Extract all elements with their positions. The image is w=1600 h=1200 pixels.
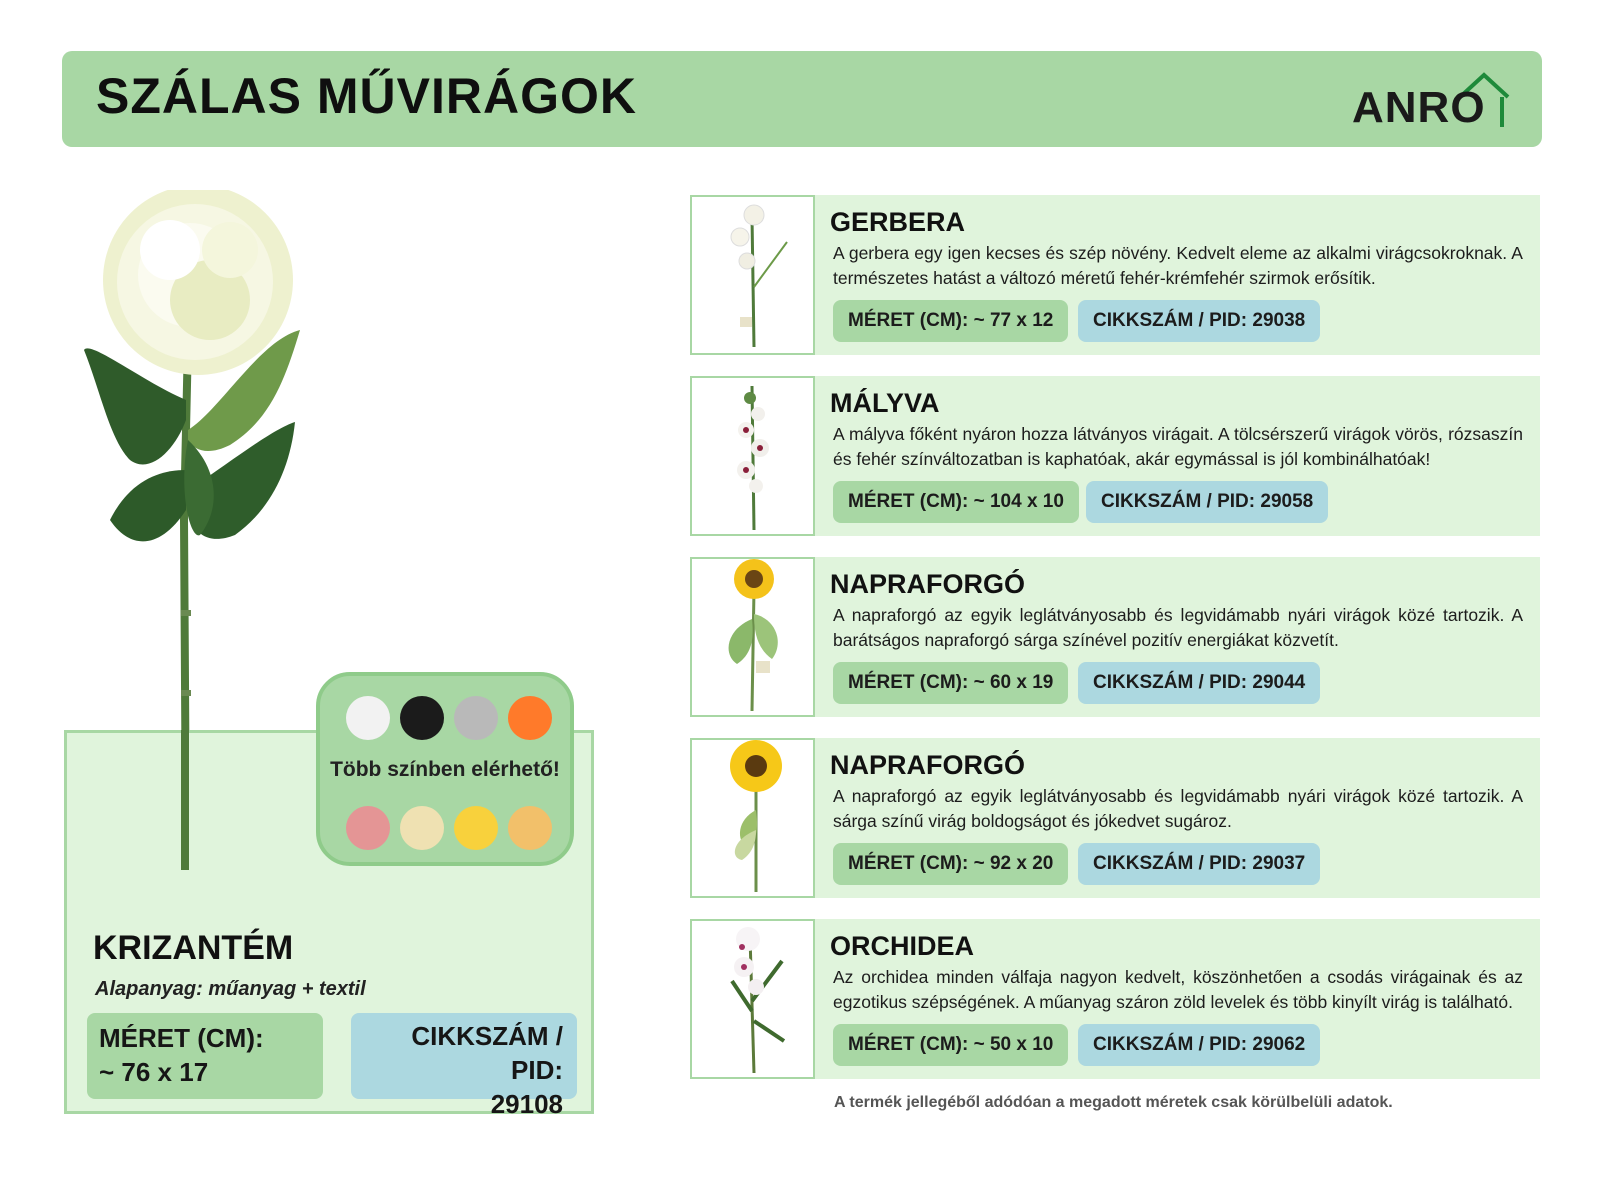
product-thumbnail [690,195,815,355]
product-row [690,557,1540,717]
color-swatch [346,806,390,850]
product-row [690,195,1540,355]
product-thumbnail [690,376,815,536]
pid-badge: CIKKSZÁM / PID: 29038 [1078,300,1320,342]
anro-logo [1352,67,1512,133]
product-name: NAPRAFORGÓ [830,750,1025,780]
product-thumbnail [690,557,815,717]
color-swatch [454,696,498,740]
size-badge: MÉRET (CM): ~ 60 x 19 [833,662,1068,704]
main-pid-value: 29108 [490,1089,563,1119]
main-size-badge [87,1013,323,1099]
pid-badge: CIKKSZÁM / PID: 29044 [1078,662,1320,704]
color-swatch [400,806,444,850]
header-banner [62,51,1542,147]
sunflower-image [692,740,813,896]
logo-text: ANRO [1352,83,1486,132]
product-description: Az orchidea minden válfaja nagyon kedvelt, köszönhetően a csodás virágainak és az egzotikus szépségének. A műanyag száron zöld levelek és több kinyílt virág is található. [833,967,1523,1012]
color-swatch [508,806,552,850]
product-description: A gerbera egy igen kecses és szép növény. Kedvelt eleme az alkalmi virágcsokroknak. A természetes hatást a változó méretű fehér-krémfehér szirmok erősítik. [833,243,1523,288]
color-options-text: Több színben elérhető! [330,758,560,781]
size-badge: MÉRET (CM): ~ 77 x 12 [833,300,1068,342]
product-name: MÁLYVA [830,388,940,418]
pid-badge: CIKKSZÁM / PID: 29058 [1086,481,1328,523]
main-pid-badge [351,1013,577,1119]
product-name: NAPRAFORGÓ [830,569,1025,599]
color-swatch [346,696,390,740]
color-swatch [508,696,552,740]
size-badge: MÉRET (CM): ~ 50 x 10 [833,1024,1068,1066]
product-row [690,738,1540,898]
color-options-panel [316,672,574,866]
main-size-label: MÉRET (CM): [99,1023,264,1053]
main-product-name: KRIZANTÉM [93,929,294,967]
size-badge: MÉRET (CM): ~ 104 x 10 [833,481,1079,523]
main-pid-label: CIKKSZÁM / PID: [411,1021,563,1085]
size-badge: MÉRET (CM): ~ 92 x 20 [833,843,1068,885]
product-thumbnail [690,738,815,898]
product-description: A mályva főként nyáron hozza látványos virágait. A tölcsérszerű virágok vörös, rózsaszín és fehér színváltozatban is kaphatóak, akár egymással is jól kombinálhatóak! [833,424,1523,469]
main-product-material: Alapanyag: műanyag + textil [95,978,366,1000]
orchid-image [692,921,813,1077]
product-name: ORCHIDEA [830,931,975,961]
product-description: A napraforgó az egyik leglátványosabb és legvidámabb nyári virágok közé tartozik. A barátságos napraforgó sárga színével pozitív energiákat közvetít. [833,605,1523,650]
stem-overlay [178,730,194,870]
product-row [690,919,1540,1079]
main-size-value: ~ 76 x 17 [99,1057,209,1087]
malva-image [692,378,813,534]
color-swatch [454,806,498,850]
sunflower-image [692,559,813,715]
page-title: SZÁLAS MŰVIRÁGOK [96,68,637,124]
product-name: GERBERA [830,207,966,237]
pid-badge: CIKKSZÁM / PID: 29062 [1078,1024,1320,1066]
disclaimer-note: A termék jellegéből adódóan a megadott méretek csak körülbelüli adatok. [834,1094,1393,1111]
product-description: A napraforgó az egyik leglátványosabb és legvidámabb nyári virágok közé tartozik. A sárga színű virág boldogságot és jókedvet sugároz. [833,786,1523,831]
color-swatch [400,696,444,740]
product-row [690,376,1540,536]
product-thumbnail [690,919,815,1079]
pid-badge: CIKKSZÁM / PID: 29037 [1078,843,1320,885]
gerbera-image [692,197,813,353]
